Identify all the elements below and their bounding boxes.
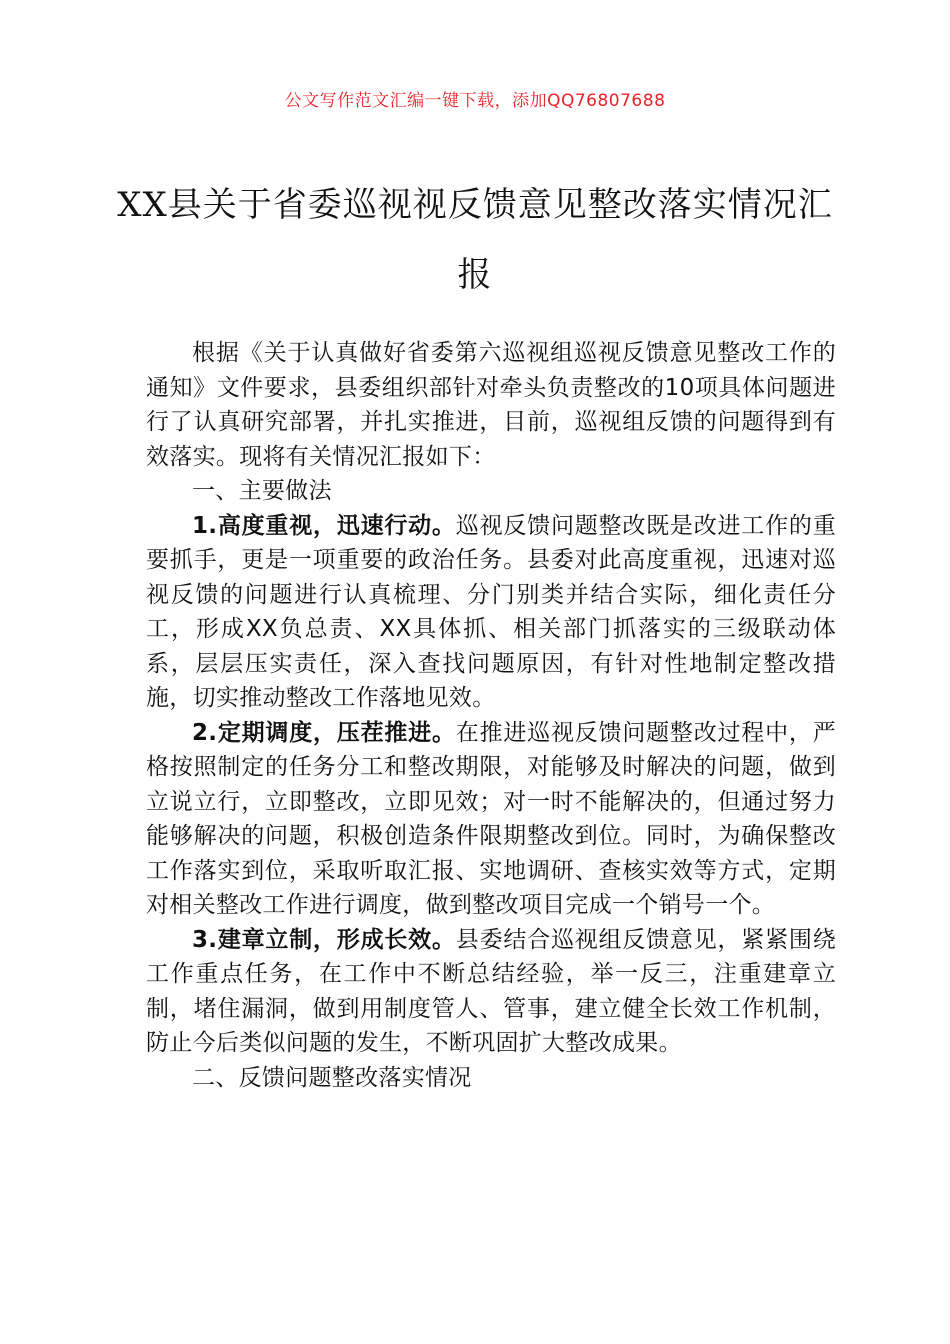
item-lead-1: 1.高度重视，迅速行动。 [192, 512, 456, 539]
item-text-3: 县委结合巡视组反馈意见，紧紧围绕工作重点任务，在工作中不断总结经验，举一反三，注重建章立制，堵住漏洞，做到用制度管人、管事，建立健全长效工作机制，防止今后类似问题的发生，不断巩固扩大整改成果。 [146, 926, 836, 1056]
header-ad-text: 公文写作范文汇编一键下载，添加QQ76807688 [284, 91, 666, 111]
item-lead-2: 2.定期调度，压茬推进。 [192, 719, 456, 746]
intro-paragraph: 根据《关于认真做好省委第六巡视组巡视反馈意见整改工作的通知》文件要求，县委组织部针对牵头负责整改的10项具体问题进行了认真研究部署，并扎实推进，目前，巡视组反馈的问题得到有效落实。现将有关情况汇报如下： [146, 340, 836, 470]
item-text-2: 在推进巡视反馈问题整改过程中，严格按照制定的任务分工和整改期限，对能够及时解决的问题，做到立说立行，立即整改，立即见效；对一时不能解决的，但通过努力能够解决的问题，积极创造条件限期整改到位。同时，为确保整改工作落实到位，采取听取汇报、实地调研、查核实效等方式，定期对相关整改工作进行调度，做到整改项目完成一个销号一个。 [146, 719, 836, 918]
item-lead-3: 3.建章立制，形成长效。 [192, 926, 456, 953]
item-paragraph-2 [146, 716, 836, 923]
item-paragraph-3 [146, 923, 836, 1061]
item-text-1: 巡视反馈问题整改既是改进工作的重要抓手，更是一项重要的政治任务。县委对此高度重视，迅速对巡视反馈的问题进行认真梳理、分门别类并结合实际，细化责任分工，形成XX负总责、XX具体抓、相关部门抓落实的三级联动体系，层层压实责任，深入查找问题原因，有针对性地制定整改措施，切实推动整改工作落地见效。 [146, 512, 836, 711]
document-title: XX县关于省委巡视视反馈意见整改落实情况汇报 [117, 185, 833, 295]
item-paragraph-1 [146, 509, 836, 716]
section-heading-2: 二、反馈问题整改落实情况 [192, 1064, 472, 1091]
document-body [146, 336, 836, 1095]
section-heading-1: 一、主要做法 [192, 478, 332, 504]
